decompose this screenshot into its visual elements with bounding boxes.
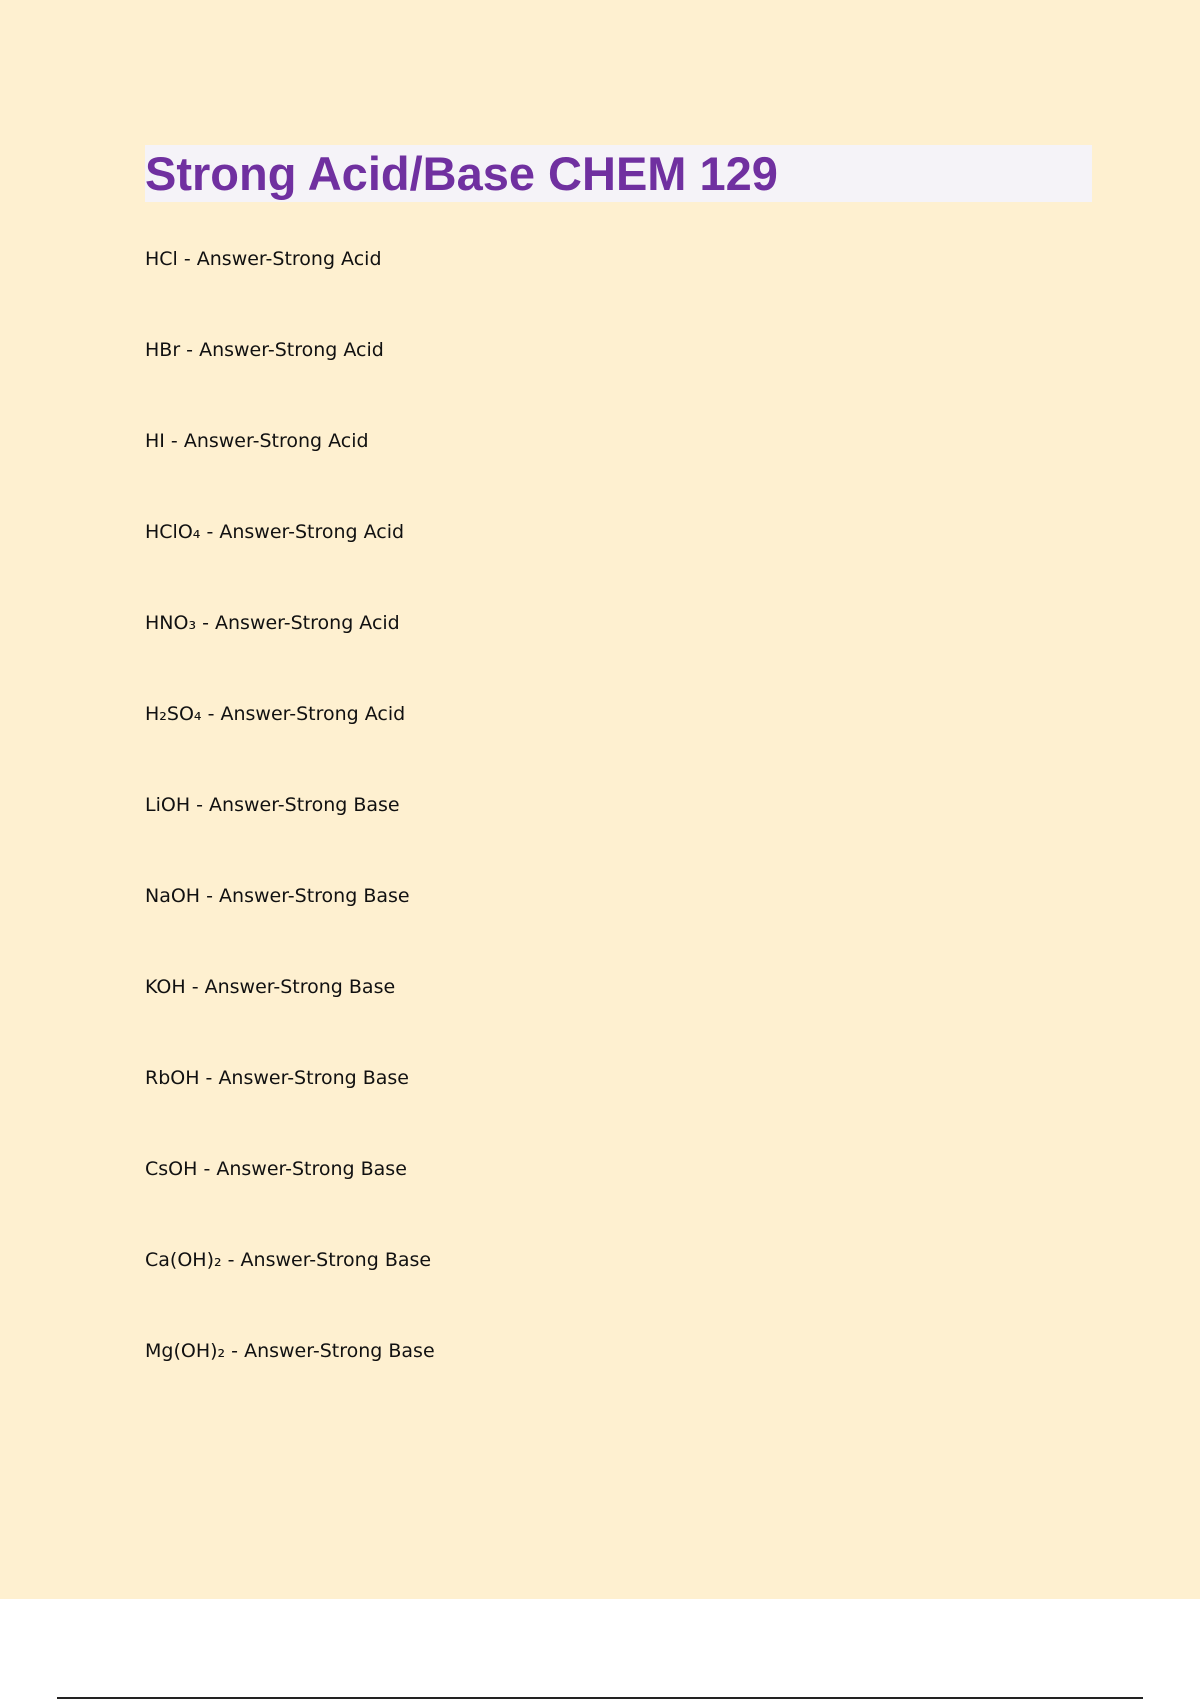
list-item: Mg(OH)₂ - Answer-Strong Base — [145, 1340, 435, 1362]
list-item: Ca(OH)₂ - Answer-Strong Base — [145, 1249, 432, 1271]
answer-list — [145, 244, 435, 1427]
list-item: HBr - Answer-Strong Acid — [145, 339, 384, 361]
list-item: HCl - Answer-Strong Acid — [145, 248, 382, 270]
list-item: H₂SO₄ - Answer-Strong Acid — [145, 703, 406, 725]
list-item: HClO₄ - Answer-Strong Acid — [145, 521, 405, 543]
list-item: KOH - Answer-Strong Base — [145, 976, 396, 998]
list-item: RbOH - Answer-Strong Base — [145, 1067, 409, 1089]
footer-divider — [57, 1697, 1143, 1699]
list-item: HNO₃ - Answer-Strong Acid — [145, 612, 400, 634]
list-item: CsOH - Answer-Strong Base — [145, 1158, 407, 1180]
list-item: HI - Answer-Strong Acid — [145, 430, 369, 452]
list-item: LiOH - Answer-Strong Base — [145, 794, 400, 816]
page-title: Strong Acid/Base CHEM 129 — [145, 147, 778, 200]
list-item: NaOH - Answer-Strong Base — [145, 885, 410, 907]
